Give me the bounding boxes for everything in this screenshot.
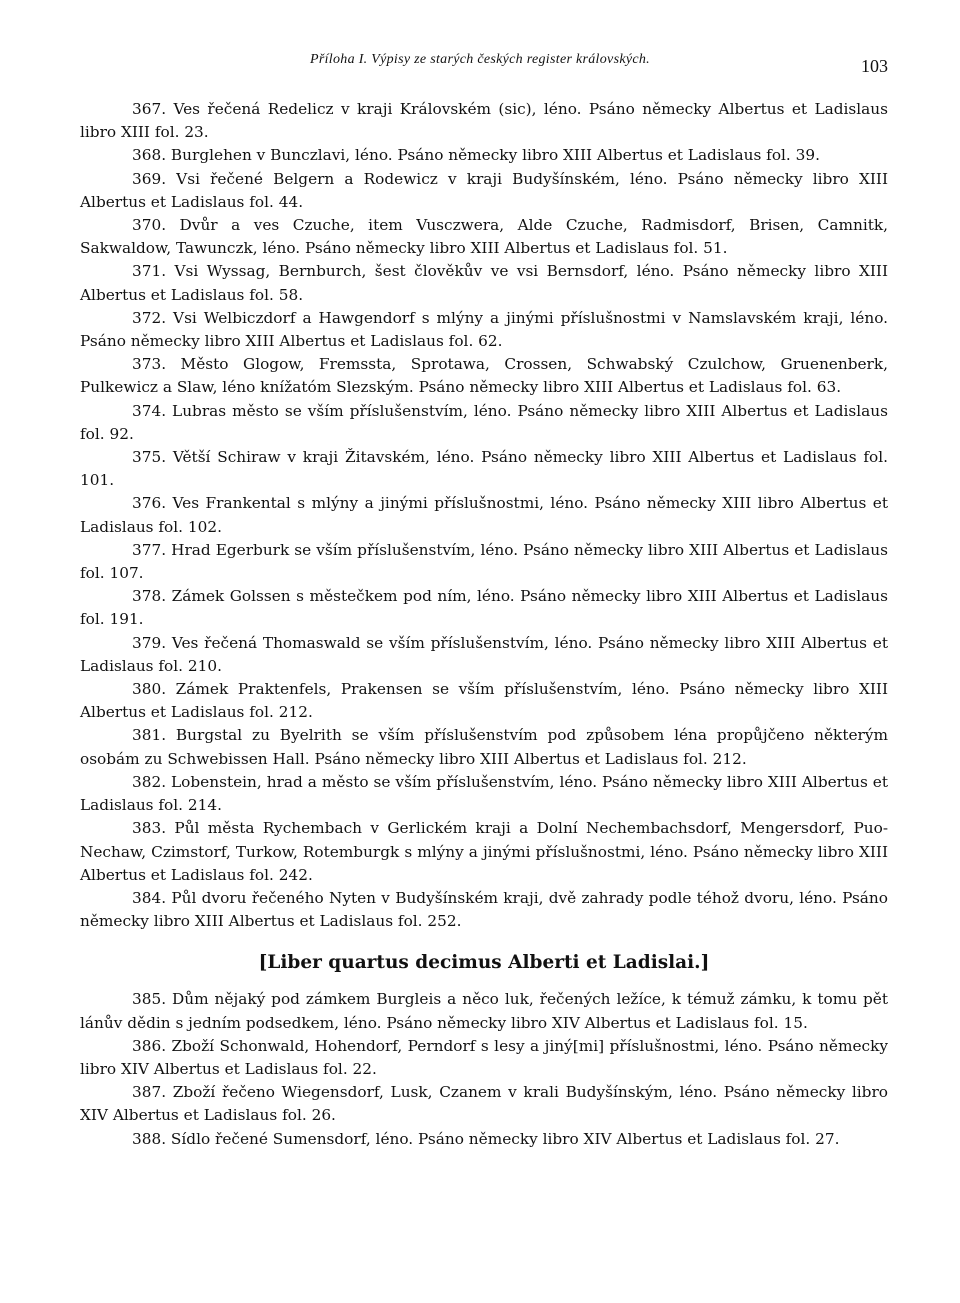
section-heading: [Liber quartus decimus Alberti et Ladislai.] [258, 952, 710, 974]
entry-375: 375. Větší Schiraw v kraji Žitavském, léno. Psáno německy libro XIII Albertus et Ladislaus fol. 101. [80, 448, 888, 490]
entry-376: 376. Ves Frankental s mlýny a jinými příslušnostmi, léno. Psáno německy XIII libro Albertus et Ladislaus fol. 102. [80, 494, 888, 536]
entry-368: 368. Burglehen v Bunczlavi, léno. Psáno německy libro XIII Albertus et Ladislaus fol. 39. [132, 146, 820, 165]
entry-373: 373. Město Glogow, Fremssta, Sprotawa, Crossen, Schwabský Czulchow, Gruenenberk, Pulkewicz a Slaw, léno knížatóm Slezským. Psáno německy libro XIII Albertus et Ladislaus fol. 63. [80, 355, 888, 397]
entry-369: 369. Vsi řečené Belgern a Rodewicz v kraji Budyšínském, léno. Psáno německy libro XIII Albertus et Ladislaus fol. 44. [80, 169, 888, 211]
page-header [0, 46, 960, 76]
running-title: Příloha I. Výpisy ze starých českých register královských. [310, 52, 650, 67]
entry-387: 387. Zboží řečeno Wiegensdorf, Lusk, Czanem v krali Budyšínským, léno. Psáno německy libro XIV Albertus et Ladislaus fol. 26. [80, 1083, 888, 1125]
entry-385: 385. Dům nějaký pod zámkem Burgleis a něco luk, řečených ležíce, k témuž zámku, k tomu pět lánův dědin s jedním podsedkem, léno. Psáno německy libro XIV Albertus et Ladislaus fol. 15. [80, 990, 888, 1032]
entry-384: 384. Půl dvoru řečeného Nyten v Budyšínském kraji, dvě zahrady podle téhož dvoru, léno. Psáno německy libro XIII Albertus et Ladislaus fol. 252. [80, 888, 888, 931]
page-number: 103 [861, 56, 888, 76]
entry-379: 379. Ves řečená Thomaswald se vším příslušenstvím, léno. Psáno německy libro XIII Albertus et Ladislaus fol. 210. [80, 633, 888, 675]
entry-367: 367. Ves řečená Redelicz v kraji Královském (sic), léno. Psáno německy Albertus et Ladislaus libro XIII fol. 23. [80, 100, 888, 142]
entry-383: 383. Půl města Rychembach v Gerlickém kraji a Dolní Nechembachsdorf, Mengersdorf, Puo-Nechaw, Czimstorf, Turkow, Rotemburgk s mlýny a jinými příslušnostmi, léno. Psáno německy libro XIII Albertus et Ladislaus fol. 242. [80, 819, 888, 884]
entry-378: 378. Zámek Golssen s městečkem pod ním, léno. Psáno německy libro XIII Albertus et Ladislaus fol. 191. [80, 587, 888, 629]
page-body [80, 98, 888, 1151]
entry-371: 371. Vsi Wyssag, Bernburch, šest člověkův ve vsi Bernsdorf, léno. Psáno německy libro XIII Albertus et Ladislaus fol. 58. [80, 262, 888, 304]
entry-377: 377. Hrad Egerburk se vším příslušenstvím, léno. Psáno německy libro XIII Albertus et Ladislaus fol. 107. [80, 540, 888, 583]
entry-370: 370. Dvůr a ves Czuche, item Vusczwera, Alde Czuche, Radmisdorf, Brisen, Camnitk, Sakwaldow, Tawunczk, léno. Psáno německy libro XIII Albertus et Ladislaus fol. 51. [80, 216, 888, 258]
entry-381: 381. Burgstal zu Byelrith se vším příslušenstvím pod způsobem léna propůjčeno některým osobám zu Schwebissen Hall. Psáno německy libro XIII Albertus et Ladislaus fol. 212. [80, 726, 888, 768]
entry-374: 374. Lubras město se vším příslušenstvím, léno. Psáno německy libro XIII Albertus et Ladislaus fol. 92. [80, 401, 888, 443]
entry-382: 382. Lobenstein, hrad a město se vším příslušenstvím, léno. Psáno německy libro XIII Albertus et Ladislaus fol. 214. [80, 772, 888, 815]
entry-380: 380. Zámek Praktenfels, Prakensen se vším příslušenstvím, léno. Psáno německy libro XIII Albertus et Ladislaus fol. 212. [80, 680, 888, 722]
entry-372: 372. Vsi Welbiczdorf a Hawgendorf s mlýny a jinými příslušnostmi v Namslavském kraji, léno. Psáno německy libro XIII Albertus et Ladislaus fol. 62. [80, 308, 888, 351]
entry-388: 388. Sídlo řečené Sumensdorf, léno. Psáno německy libro XIV Albertus et Ladislaus fol. 27. [132, 1129, 840, 1148]
entry-386: 386. Zboží Schonwald, Hohendorf, Perndorf s lesy a jiný[mi] příslušnostmi, léno. Psáno německy libro XIV Albertus et Ladislaus fol. 22. [80, 1036, 888, 1078]
